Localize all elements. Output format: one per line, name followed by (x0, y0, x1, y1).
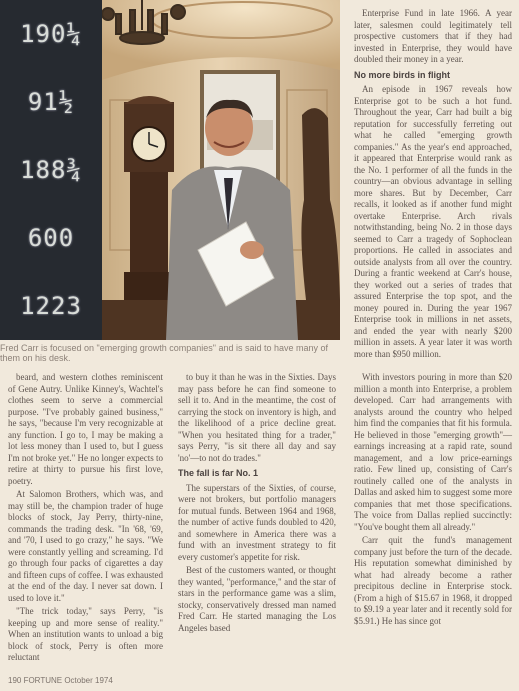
ticker-value: 91½ (27, 88, 75, 116)
article-column-right-top (354, 8, 512, 362)
paragraph: "The trick today," says Perry, "is keeping up and more sense of reality." When an institution wants to unload a big block of stock, Perry is often more reluctant (8, 606, 163, 662)
ticker-value: 190¼ (20, 20, 82, 48)
portrait-photo (102, 0, 340, 340)
paragraph: to buy it than he was in the Sixties. Days may pass before he can find someone to sell it to. And in the meantime, the cost of carrying the stock on inventory is high, and the likelihood of a price decline great. "When you hesitated thing for a trader," says Perry, "is sit there all day and say 'no'—to not do trades." (178, 372, 336, 463)
paragraph: Enterprise Fund in late 1966. A year later, salesmen could legitimately tell prospective customers that if they had invested in Enterprise, they would have doubled their money in a year. (354, 8, 512, 64)
paragraph: An episode in 1967 reveals how Enterprise got to be such a hot fund. Throughout the year, Carr had built a big reputation for successfully ferreting out what he called "emerging growth companies." As the year's end approached, it appeared that Enterprise would rank as the No. 1 performer of all the funds in the country—an obvious advantage in selling more shares. But by December, Carr recalls, it looked as if another fund might overtake Enterprise. Arch rivals notwithstanding, being No. 2 in those days seemed to Carr a tragedy of Sophoclean proportions. He called in associates and outside analysts from all over the country. During a frantic weekend at Carr's house, they worked out a series of trades that assured Enterprise the top spot, and the money poured in. During the year 1967 Enterprise took in millions in net assets, and ended the year with nearly $200 million in assets. A year later it was worth more than $950 million. (354, 84, 512, 359)
paragraph: With investors pouring in more than $20 million a month into Enterprise, a problem developed. Carr had arrangements with analysts around the country who helped him find the companies that fit his formula. He believed in those "emerging growth"—earnings increasing at a rapid rate, sound management, and a low price-earnings ratio. Few lined up, consisting of Carr's routinely called one of the analysts in Dallas and asked him to suggest some more companies that met those specifications. The voice from Dallas replied succinctly: "You've bought them all already." (354, 372, 512, 532)
section-heading: No more birds in flight (354, 69, 450, 80)
ticker-value: 188¾ (20, 156, 82, 184)
ticker-value: 1223 (20, 292, 82, 320)
section-heading: The fall is far No. 1 (178, 468, 259, 478)
page-footer: 190 FORTUNE October 1974 (8, 676, 113, 685)
paragraph: beard, and western clothes reminiscent of Gene Autry. Unlike Kinney's, Wachtel's clothes seem to serve a commercial purpose. "I've probably gained business," he says, "because I'm very recognizable at any function. I go to, I may be making a lot less money than I used to, but I guess I'm not broke yet." He no longer expects to retire at thirty to pursue his first love, poetry. (8, 372, 164, 486)
stock-ticker-board (0, 0, 102, 340)
paragraph: The superstars of the Sixties, of course, were not brokers, but portfolio managers for mutual funds. Between 1964 and 1968, the number of active funds doubled to 420, and somewhere in America there was a fund with an investment strategy to fit every customer's appetite for risk. (178, 482, 336, 562)
article-column-middle (178, 372, 336, 636)
paragraph: Carr quit the fund's management company just before the turn of the decade. His reputation somewhat diminished by what had already become a rather precipitous decline in Enterprise stock. (From a high of $15.67 in 1968, it dropped to $9.19 a year later and it recently sold for $5.91.) He has since got (354, 535, 512, 626)
article-column-right-bottom (354, 372, 512, 629)
photo-caption: Fred Carr is focused on "emerging growth companies" and is said to have many of them on his desk. (0, 343, 329, 363)
article-column-left (8, 372, 163, 666)
ticker-value: 600 (27, 224, 75, 252)
paragraph: At Salomon Brothers, which was, and may still be, the champion trader of huge blocks of stock, Jay Perry, thirty-nine, commands the trading desk. "In '68, '69, and '70, I used to go crazy," he says. "We were constantly yelling and screaming. I'd go through four packs of cigarettes a day and fifteen cups of coffee. I was exhausted at the end of the day. I never sat down. I used to love it." (8, 489, 163, 603)
paragraph: Best of the customers wanted, or thought they wanted, "performance," and the star of stars in the performance game was a slim, stocky, conservatively dressed man named Fred Carr. He started managing the Los Angeles based (178, 565, 336, 633)
